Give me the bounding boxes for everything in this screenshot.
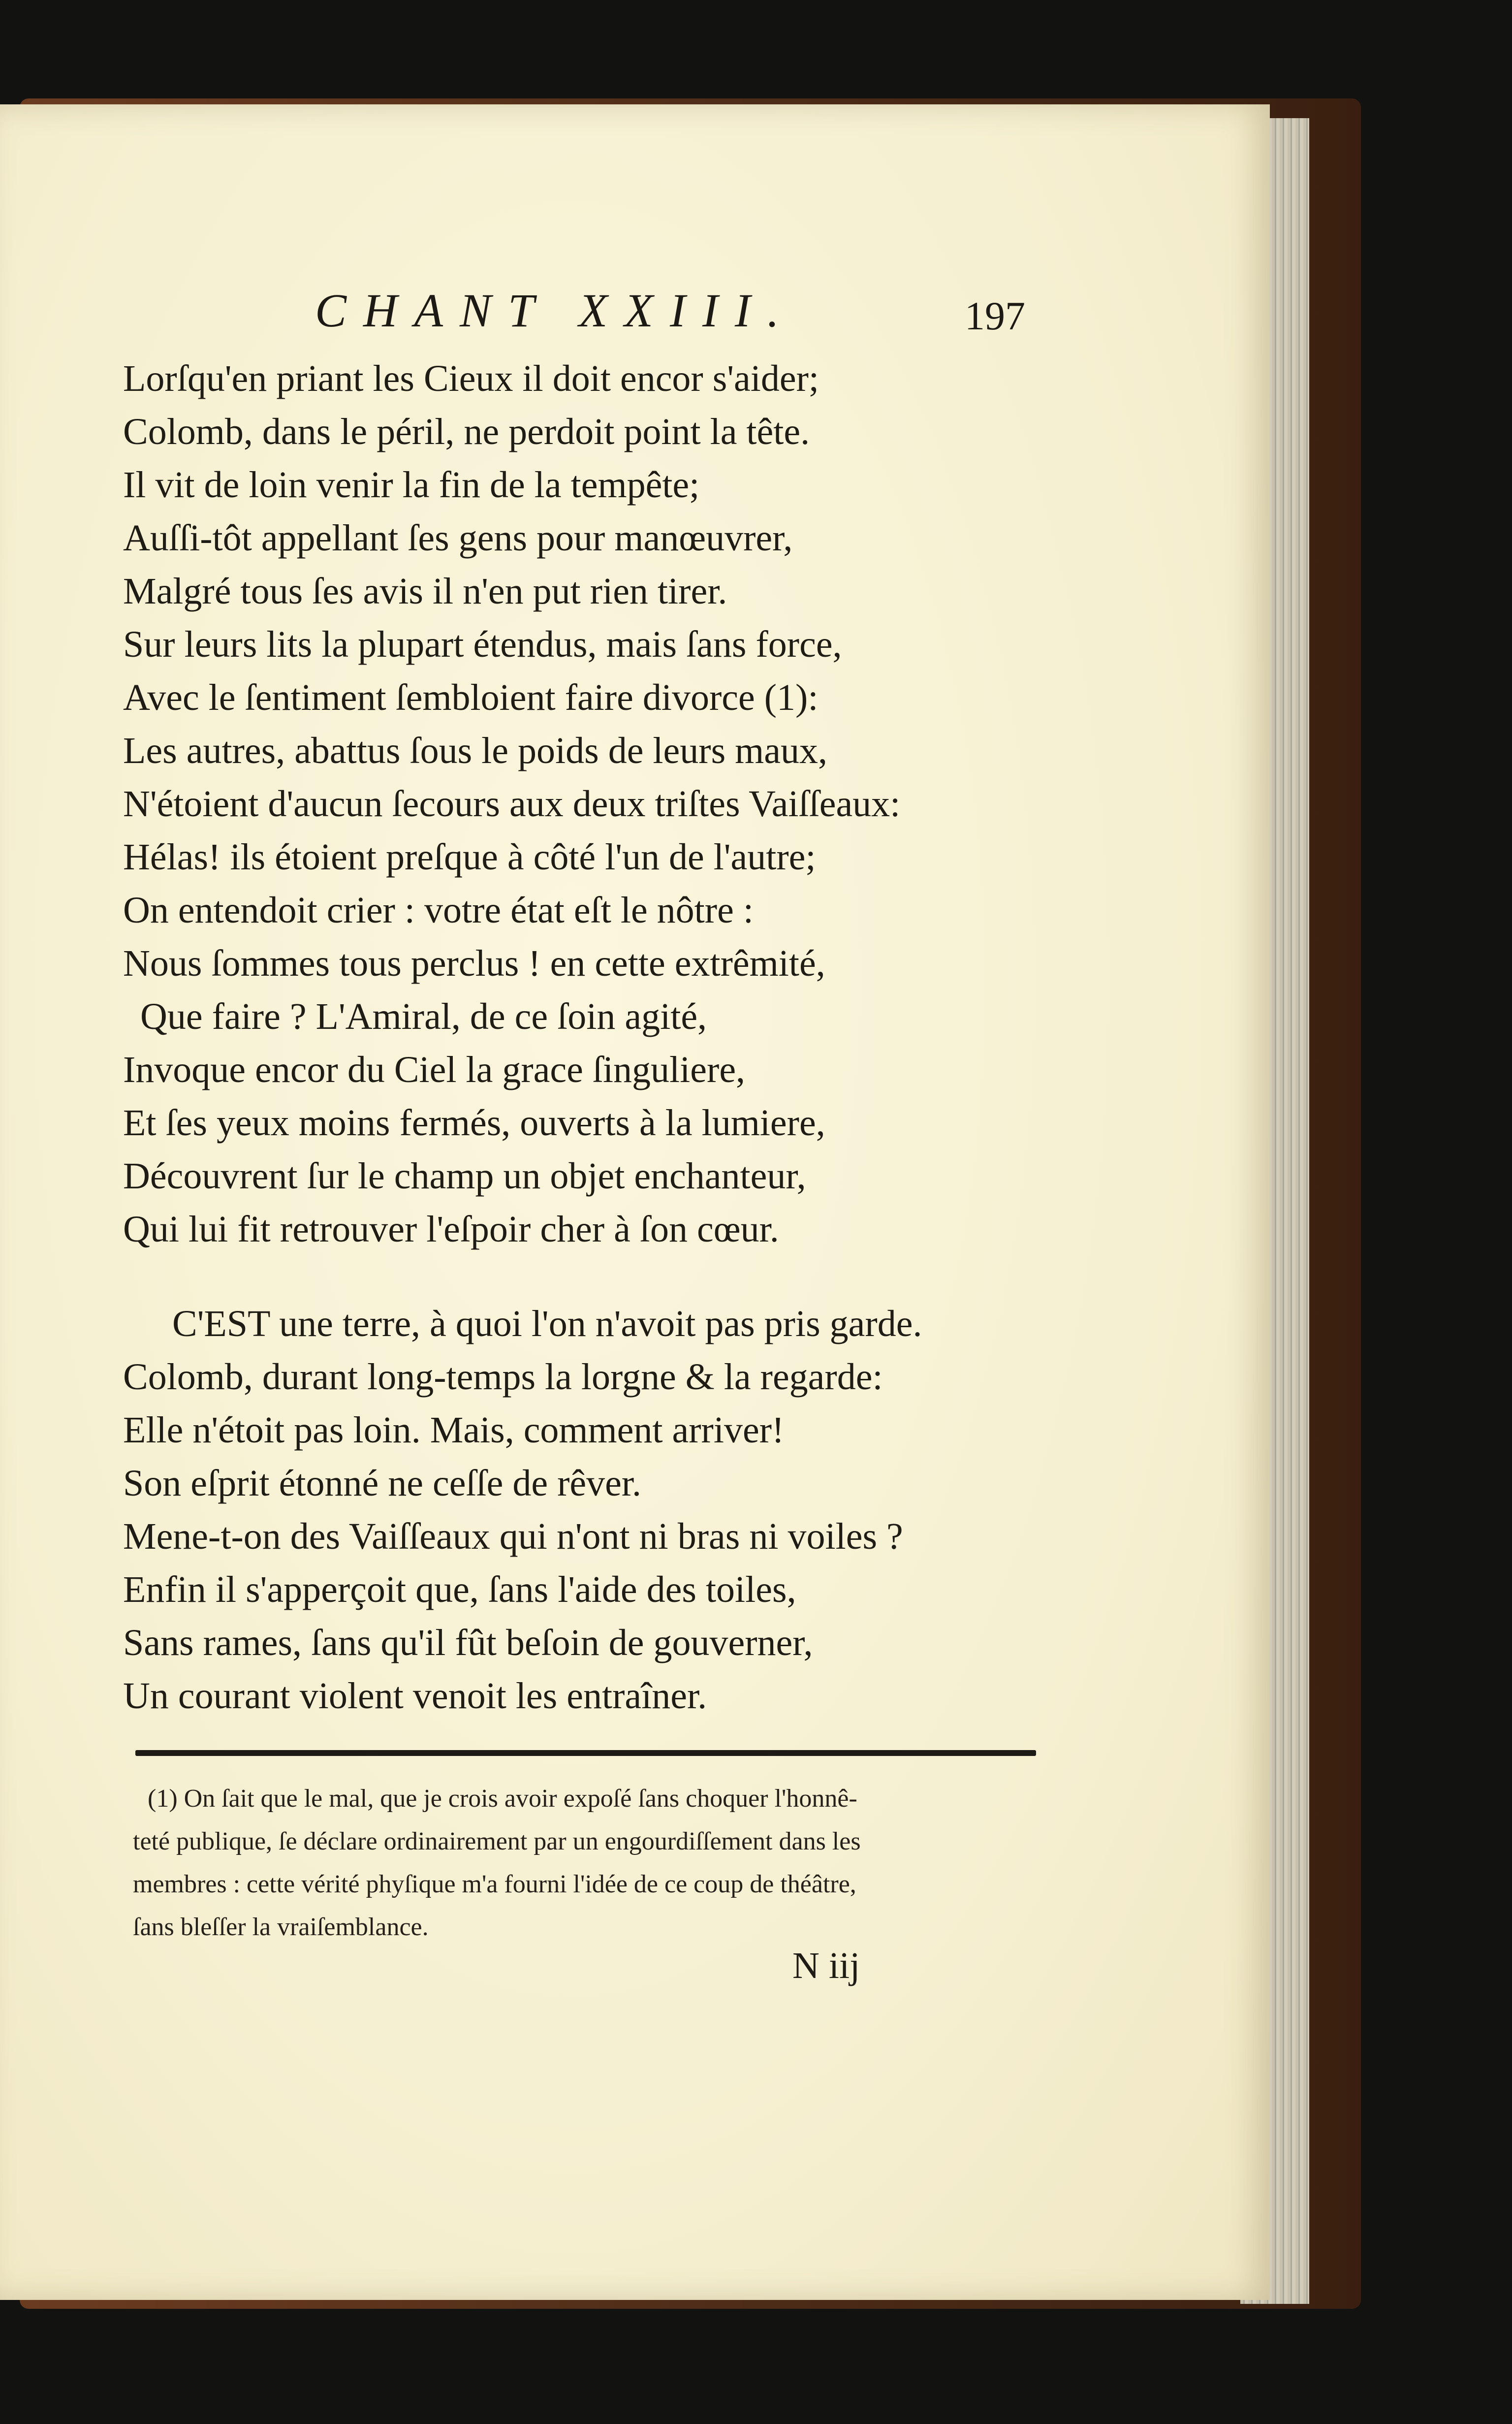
verse-line: Colomb, dans le péril, ne perdoit point la tête. — [123, 411, 810, 452]
page-number: 197 — [965, 293, 1025, 338]
verse-line: Mene-t-on des Vaiſſeaux qui n'ont ni bras ni voiles ? — [123, 1516, 903, 1557]
running-head — [315, 283, 1053, 337]
verse-line: Colomb, durant long-temps la lorgne & la regarde: — [123, 1356, 883, 1398]
verse-line: On entendoit crier : votre état eſt le nôtre : — [123, 890, 754, 931]
verse-line: C'EST une terre, à quoi l'on n'avoit pas pris garde. — [172, 1303, 922, 1344]
verse-line: Un courant violent venoit les entraîner. — [123, 1675, 707, 1717]
verse-line: Découvrent ſur le champ un objet enchanteur, — [123, 1155, 806, 1197]
footnote-line: ſans bleſſer la vraiſemblance. — [133, 1913, 429, 1941]
verse-line: Sans rames, ſans qu'il fût beſoin de gouverner, — [123, 1622, 813, 1663]
verse-line: Hélas! ils étoient preſque à côté l'un de l'autre; — [123, 836, 816, 878]
verse-line: Et ſes yeux moins fermés, ouverts à la lumiere, — [123, 1102, 825, 1144]
verse-line: N'étoient d'aucun ſecours aux deux triſtes Vaiſſeaux: — [123, 783, 901, 825]
verse-line: Nous ſommes tous perclus ! en cette extrêmité, — [123, 943, 825, 984]
footnote-line: membres : cette vérité phyſique m'a fourni l'idée de ce coup de théâtre, — [133, 1870, 856, 1898]
footnote-rule — [135, 1750, 1036, 1756]
verse-line: Qui lui fit retrouver l'eſpoir cher à ſon cœur. — [123, 1209, 779, 1250]
verse-line: Il vit de loin venir la fin de la tempête; — [123, 464, 700, 506]
verse-line: Les autres, abattus ſous le poids de leurs maux, — [123, 730, 828, 771]
verse-line: Malgré tous ſes avis il n'en put rien tirer. — [123, 571, 727, 612]
signature-mark: N iij — [792, 1945, 860, 1986]
verse-line: Elle n'étoit pas loin. Mais, comment arriver! — [123, 1409, 785, 1451]
chapter-title: CHANT XXIII. — [315, 284, 796, 337]
verse-line: Que faire ? L'Amiral, de ce ſoin agité, — [140, 996, 707, 1037]
footnote-line: (1) On ſait que le mal, que je crois avoir expoſé ſans choquer l'honnê- — [148, 1785, 857, 1813]
stanza-1 — [123, 352, 1107, 1256]
verse-line: Auſſi-tôt appellant ſes gens pour manœuvrer, — [123, 517, 793, 559]
verse-line: Sur leurs lits la plupart étendus, mais ſans force, — [123, 624, 842, 665]
verse-line: Avec le ſentiment ſembloient faire divorce (1): — [123, 677, 819, 718]
verse-line: Enfin il s'apperçoit que, ſans l'aide des toiles, — [123, 1569, 796, 1610]
verse-line: Lorſqu'en priant les Cieux il doit encor s'aider; — [123, 358, 819, 399]
stanza-2 — [123, 1297, 1107, 1722]
footnote-line: teté publique, ſe déclare ordinairement par un engourdiſſement dans les — [133, 1827, 861, 1855]
verse-line: Son eſprit étonné ne ceſſe de rêver. — [123, 1463, 642, 1504]
verse-line: Invoque encor du Ciel la grace ſinguliere, — [123, 1049, 746, 1090]
footnote — [133, 1777, 1043, 1948]
